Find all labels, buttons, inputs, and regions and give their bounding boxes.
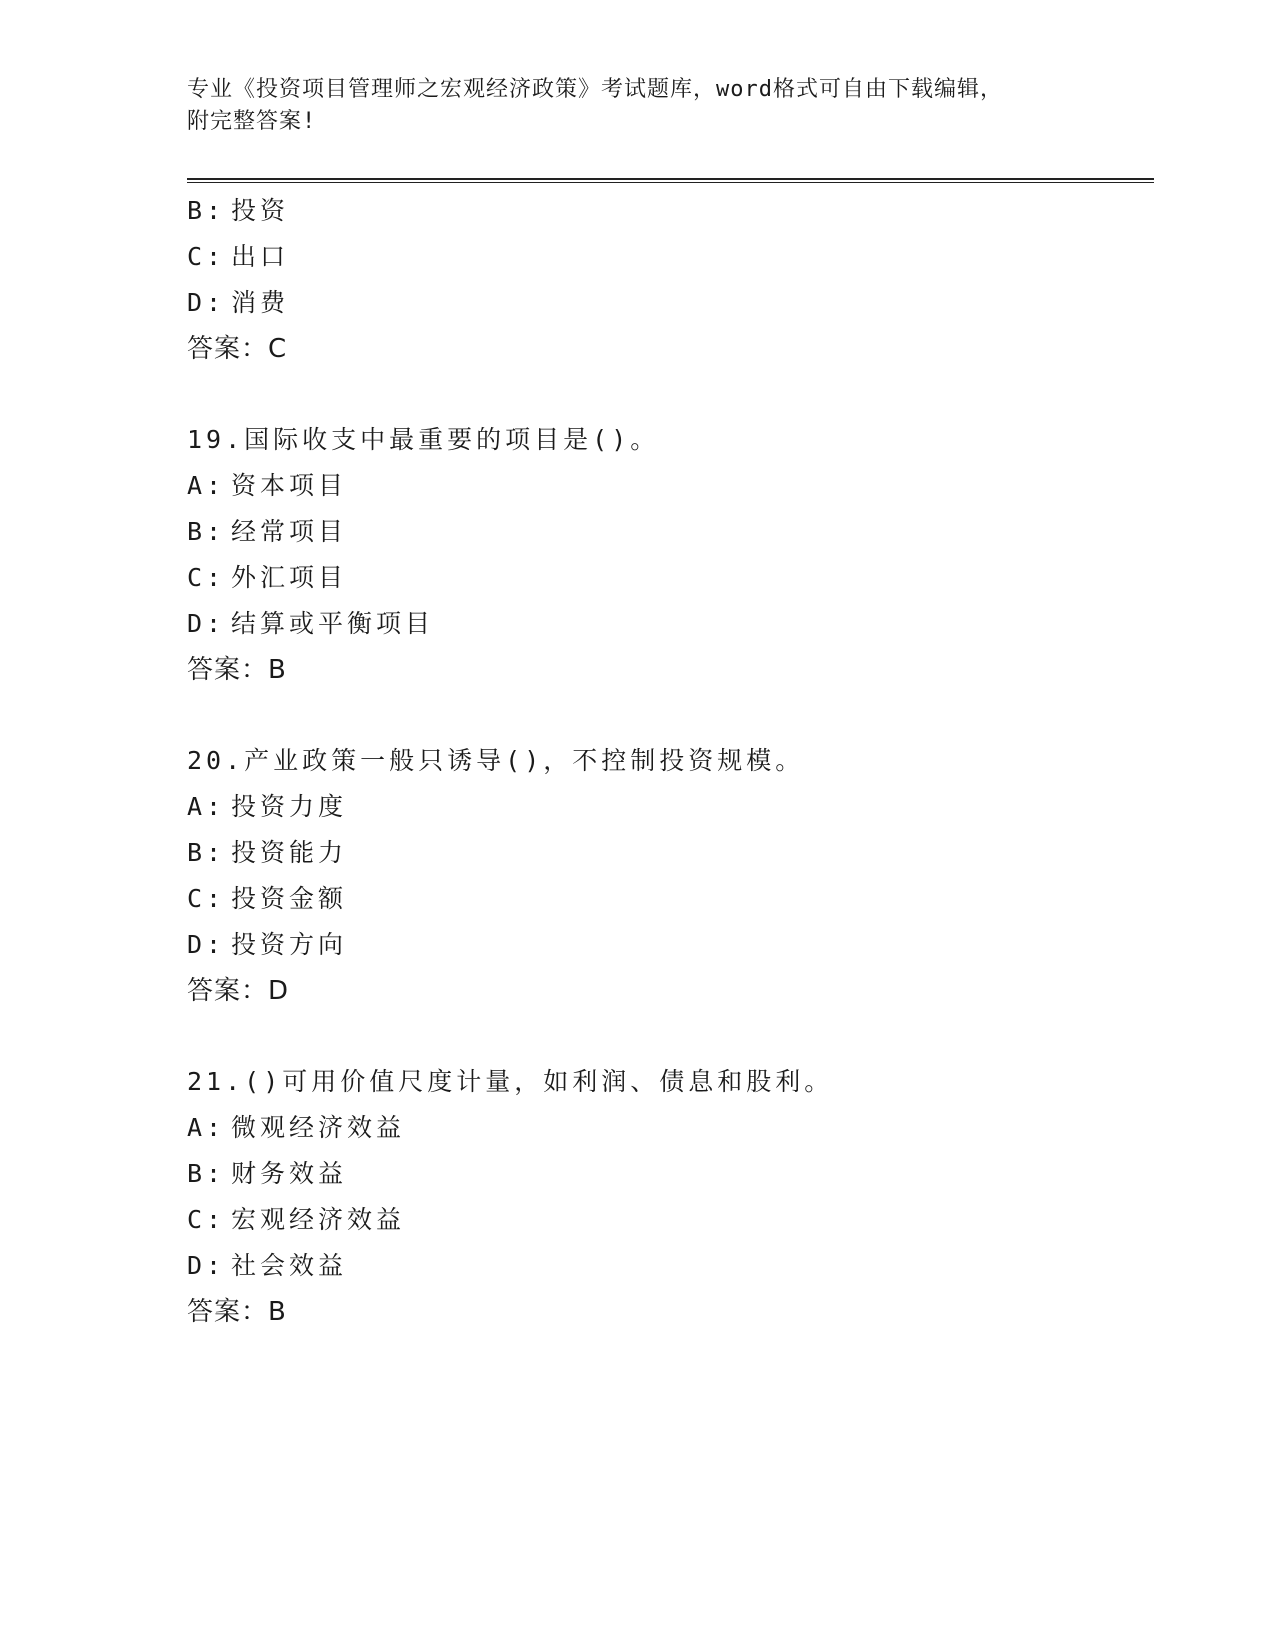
option-text: 外汇项目 <box>231 563 348 592</box>
option-letter: C: <box>187 242 226 271</box>
option-b <box>187 509 1147 555</box>
option-letter: C: <box>187 1205 226 1234</box>
question-block-19 <box>187 417 1147 693</box>
answer-line: 答案：B <box>187 655 287 685</box>
option-d <box>187 1243 1147 1289</box>
option-letter: C: <box>187 884 226 913</box>
header-divider-thick <box>187 178 1154 180</box>
option-d <box>187 280 1147 326</box>
option-a <box>187 1105 1147 1151</box>
question-text: 21.()可用价值尺度计量，如利润、债息和股利。 <box>187 1067 834 1096</box>
option-text: 投资 <box>231 196 290 225</box>
header-line-2: 附完整答案! <box>187 109 317 134</box>
option-text: 消费 <box>231 288 290 317</box>
block-gap <box>187 1014 1147 1059</box>
option-letter: A: <box>187 471 226 500</box>
option-text: 经常项目 <box>231 517 348 546</box>
option-d <box>187 601 1147 647</box>
option-text: 资本项目 <box>231 471 348 500</box>
option-letter: B: <box>187 517 226 546</box>
block-gap <box>187 372 1147 417</box>
question-text: 19.国际收支中最重要的项目是()。 <box>187 425 660 454</box>
question-block-21 <box>187 1059 1147 1335</box>
option-text: 财务效益 <box>231 1159 348 1188</box>
option-letter: A: <box>187 1113 226 1142</box>
option-text: 结算或平衡项目 <box>231 609 435 638</box>
option-letter: B: <box>187 196 226 225</box>
answer-line: 答案：C <box>187 334 288 364</box>
question-block-18 <box>187 188 1147 372</box>
option-text: 投资金额 <box>231 884 348 913</box>
option-text: 宏观经济效益 <box>231 1205 406 1234</box>
option-c <box>187 234 1147 280</box>
block-gap <box>187 693 1147 738</box>
question-list <box>187 188 1147 1335</box>
option-text: 社会效益 <box>231 1251 348 1280</box>
option-letter: D: <box>187 930 226 959</box>
question-block-20 <box>187 738 1147 1014</box>
header-line-1: 专业《投资项目管理师之宏观经济政策》考试题库，word格式可自由下载编辑， <box>187 77 1003 102</box>
option-b <box>187 188 1147 234</box>
option-d <box>187 922 1147 968</box>
option-b <box>187 1151 1147 1197</box>
option-text: 投资能力 <box>231 838 348 867</box>
answer-line: 答案：B <box>187 1297 287 1327</box>
option-text: 微观经济效益 <box>231 1113 406 1142</box>
option-letter: D: <box>187 609 226 638</box>
document-header <box>187 74 1087 138</box>
question-text: 20.产业政策一般只诱导()，不控制投资规模。 <box>187 746 805 775</box>
option-c <box>187 876 1147 922</box>
option-letter: B: <box>187 838 226 867</box>
option-letter: B: <box>187 1159 226 1188</box>
option-c <box>187 1197 1147 1243</box>
option-text: 投资力度 <box>231 792 348 821</box>
option-letter: A: <box>187 792 226 821</box>
option-text: 出口 <box>231 242 290 271</box>
option-letter: C: <box>187 563 226 592</box>
option-c <box>187 555 1147 601</box>
header-divider-thin <box>187 182 1154 183</box>
option-b <box>187 830 1147 876</box>
option-a <box>187 784 1147 830</box>
answer-line: 答案：D <box>187 976 290 1006</box>
option-a <box>187 463 1147 509</box>
option-letter: D: <box>187 288 226 317</box>
option-letter: D: <box>187 1251 226 1280</box>
option-text: 投资方向 <box>231 930 348 959</box>
